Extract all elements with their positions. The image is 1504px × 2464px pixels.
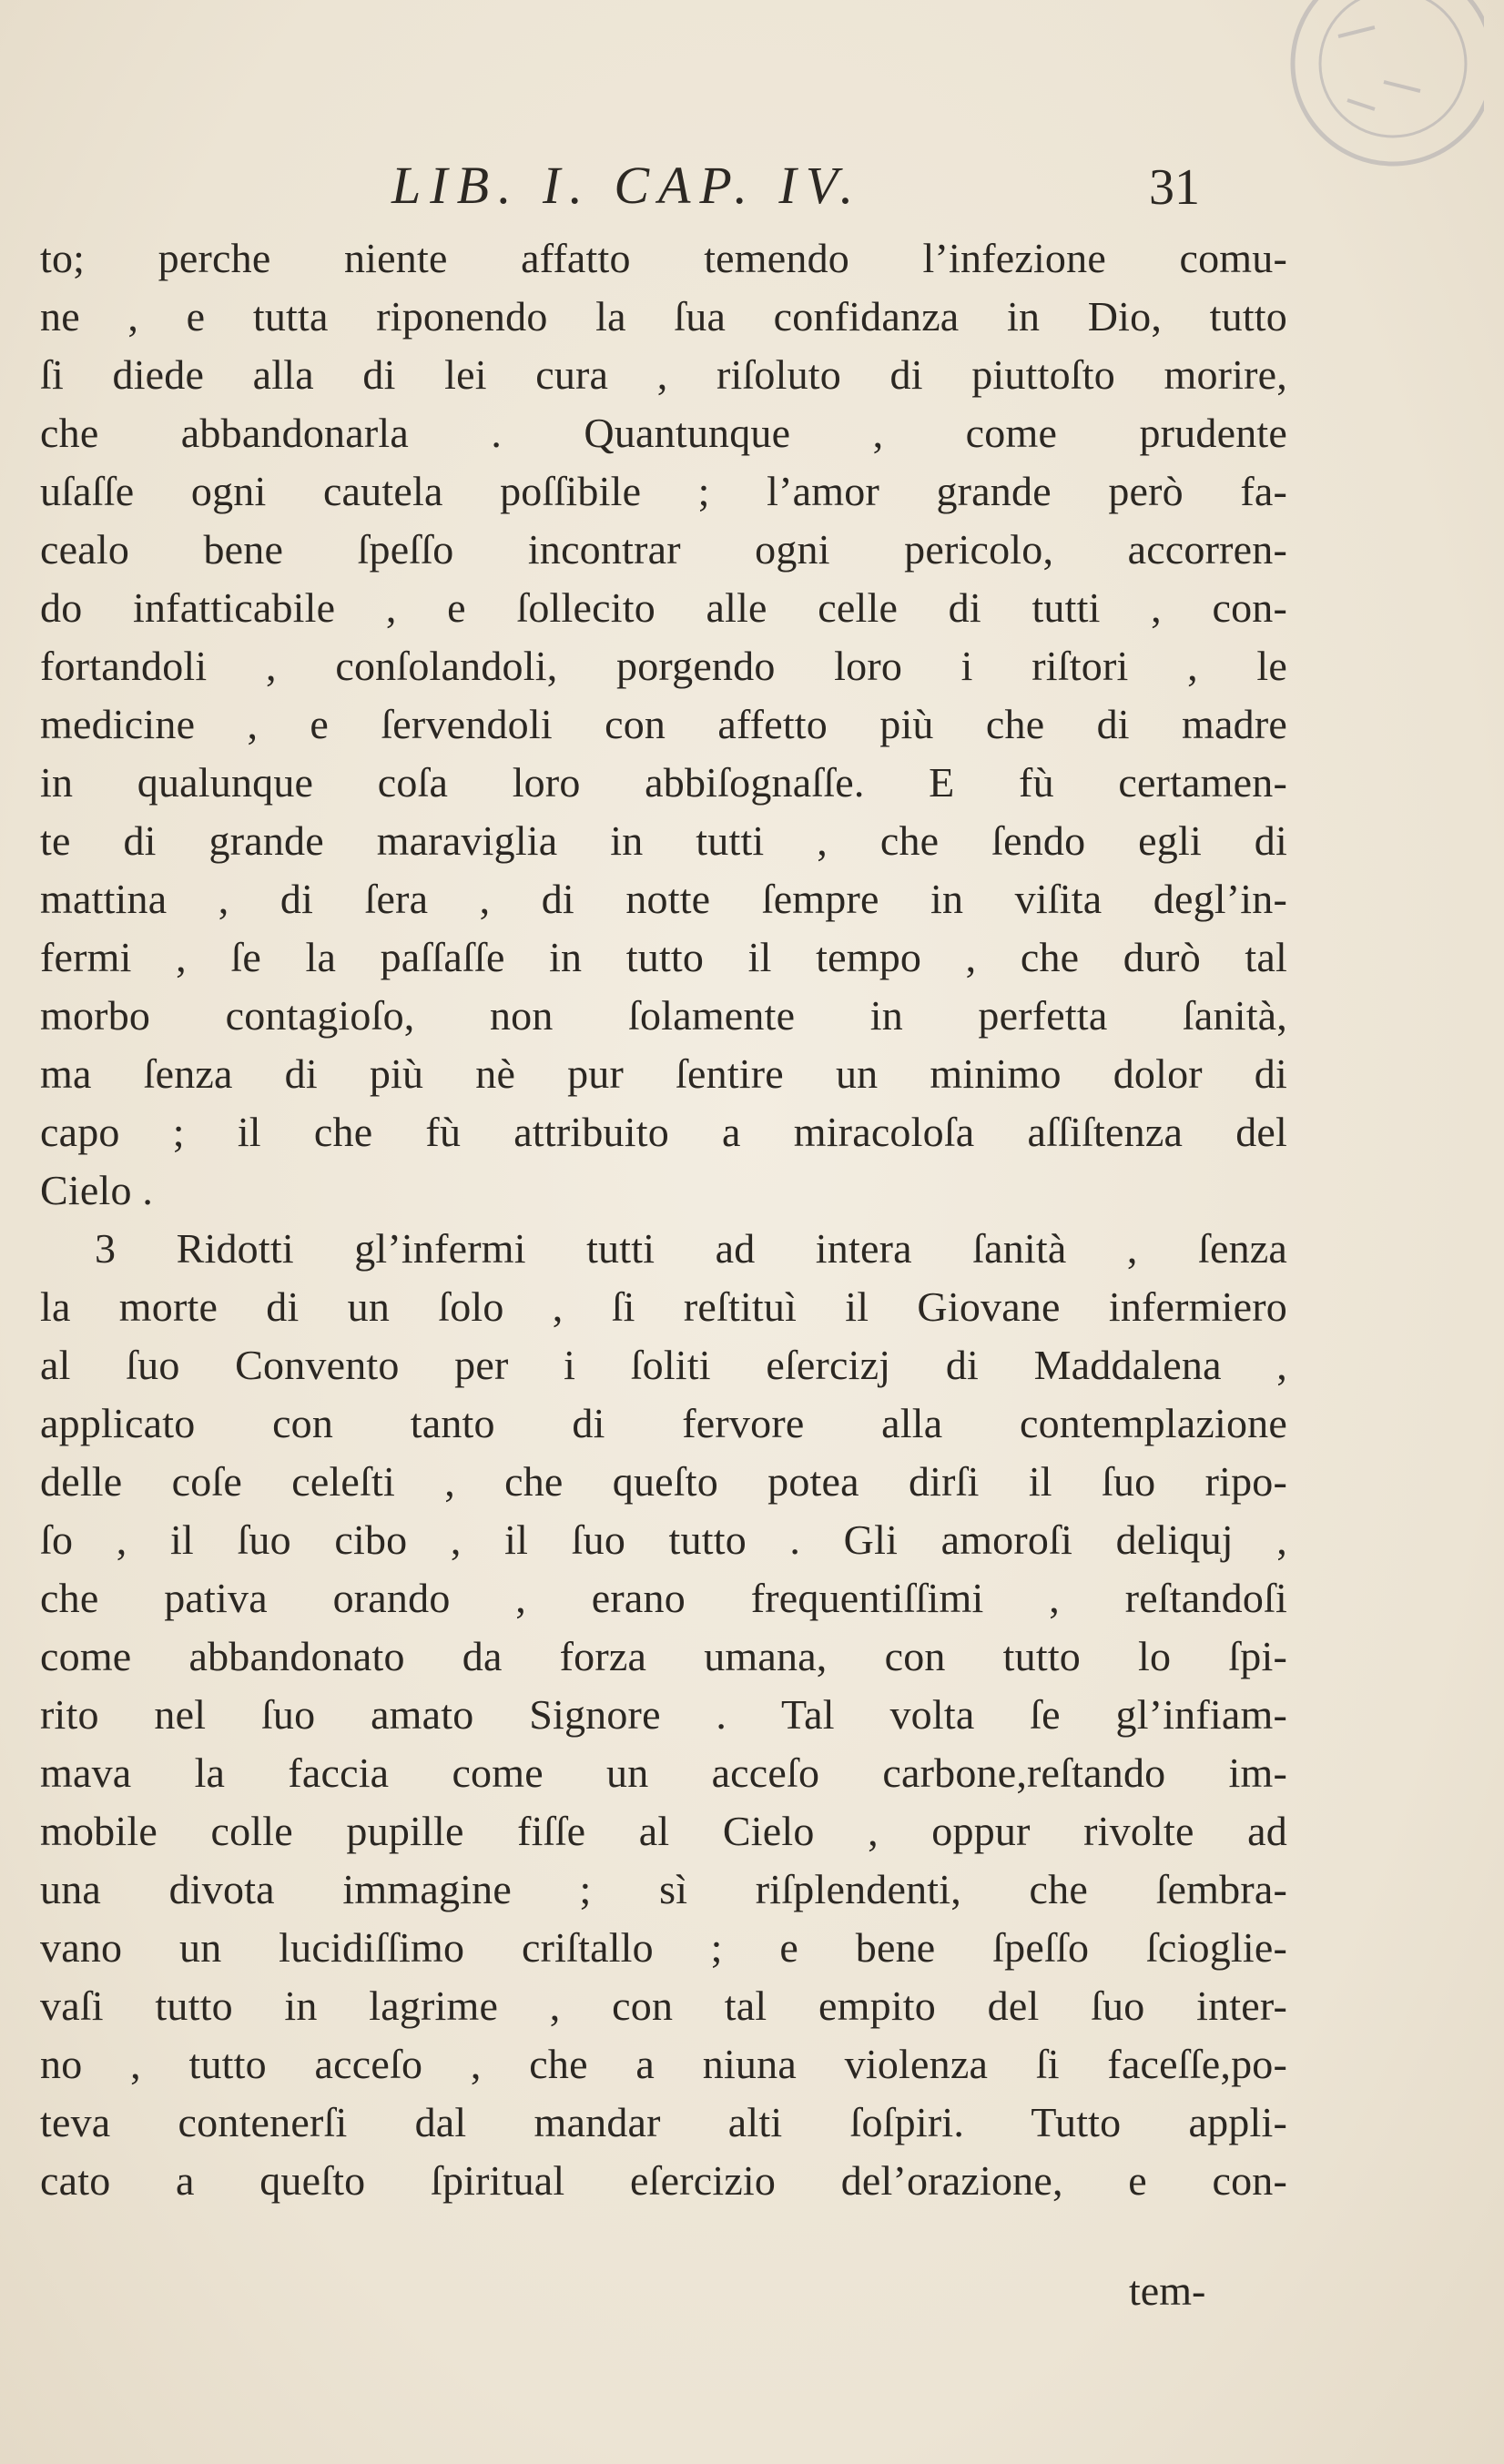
text-line: teva contenerſi dal mandar alti ſoſpiri. Tutto appli- <box>40 2099 1287 2145</box>
text-line: cealo bene ſpeſſo incontrar ogni pericolo, accorren- <box>40 526 1287 573</box>
text-line: una divota immagine ; sì riſplendenti, che ſembra- <box>40 1866 1287 1912</box>
running-head: LIB. I. CAP. IV. <box>391 156 863 215</box>
text-line: che abbandonarla . Quantunque , come prudente <box>40 410 1287 456</box>
text-line: Cielo . <box>40 1167 154 1213</box>
text-line: mava la faccia come un acceſo carbone,reſtando im- <box>40 1749 1287 1796</box>
text-line: vaſi tutto in lagrime , con tal empito del ſuo inter- <box>40 1982 1287 2029</box>
text-line: ne , e tutta riponendo la ſua confidanza in Dio, tutto <box>40 293 1287 340</box>
text-line: mobile colle pupille fiſſe al Cielo , oppur rivolte ad <box>40 1808 1287 1854</box>
text-line: fortandoli , conſolandoli, porgendo loro i riſtori , le <box>40 643 1287 689</box>
body-text <box>40 229 1287 2210</box>
text-line: cato a queſto ſpiritual eſercizio del’orazione, e con- <box>40 2157 1287 2204</box>
text-line: delle coſe celeſti , che queſto potea dirſi il ſuo ripo- <box>40 1458 1287 1505</box>
text-line: ſo , il ſuo cibo , il ſuo tutto . Gli amoroſi deliquj , <box>40 1516 1287 1563</box>
text-line: ma ſenza di più nè pur ſentire un minimo dolor di <box>40 1050 1287 1097</box>
text-line: come abbandonato da forza umana, con tutto lo ſpi- <box>40 1633 1287 1679</box>
text-line: te di grande maraviglia in tutti , che ſendo egli di <box>40 817 1287 864</box>
text-line: do infatticabile , e ſollecito alle celle di tutti , con- <box>40 584 1287 631</box>
page-number: 31 <box>1149 159 1200 216</box>
text-line: ſi diede alla di lei cura , riſoluto di piuttoſto morire, <box>40 351 1287 398</box>
text-line: che pativa orando , erano frequentiſſimi , reſtandoſi <box>40 1575 1287 1621</box>
text-line: fermi , ſe la paſſaſſe in tutto il tempo , che durò tal <box>40 934 1287 980</box>
catchword: tem- <box>1129 2267 1206 2314</box>
text-line: la morte di un ſolo , ſi reſtituì il Giovane infermiero <box>40 1283 1287 1330</box>
page-header <box>0 155 1504 228</box>
text-line: uſaſſe ogni cautela poſſibile ; l’amor grande però fa- <box>40 468 1287 514</box>
text-line: to; perche niente affatto temendo l’infezione comu- <box>40 235 1287 281</box>
text-line: al ſuo Convento per i ſoliti eſercizj di Maddalena , <box>40 1342 1287 1388</box>
text-line: mattina , di ſera , di notte ſempre in viſita degl’in- <box>40 876 1287 922</box>
text-line: medicine , e ſervendoli con affetto più che di madre <box>40 701 1287 747</box>
text-line: no , tutto acceſo , che a niuna violenza ſi faceſſe,po- <box>40 2041 1287 2087</box>
text-line: in qualunque coſa loro abbiſognaſſe. E fù certamen- <box>40 759 1287 806</box>
text-line: rito nel ſuo amato Signore . Tal volta ſe gl’infiam- <box>40 1691 1287 1738</box>
text-line: capo ; il che fù attribuito a miracoloſa aſſiſtenza del <box>40 1109 1287 1155</box>
text-line: vano un lucidiſſimo criſtallo ; e bene ſpeſſo ſcioglie- <box>40 1924 1287 1971</box>
text-line: morbo contagioſo, non ſolamente in perfetta ſanità, <box>40 992 1287 1039</box>
paragraph-start-line: 3 Ridotti gl’infermi tutti ad intera ſanità , ſenza <box>95 1225 1287 1272</box>
text-line: applicato con tanto di fervore alla contemplazione <box>40 1400 1287 1446</box>
